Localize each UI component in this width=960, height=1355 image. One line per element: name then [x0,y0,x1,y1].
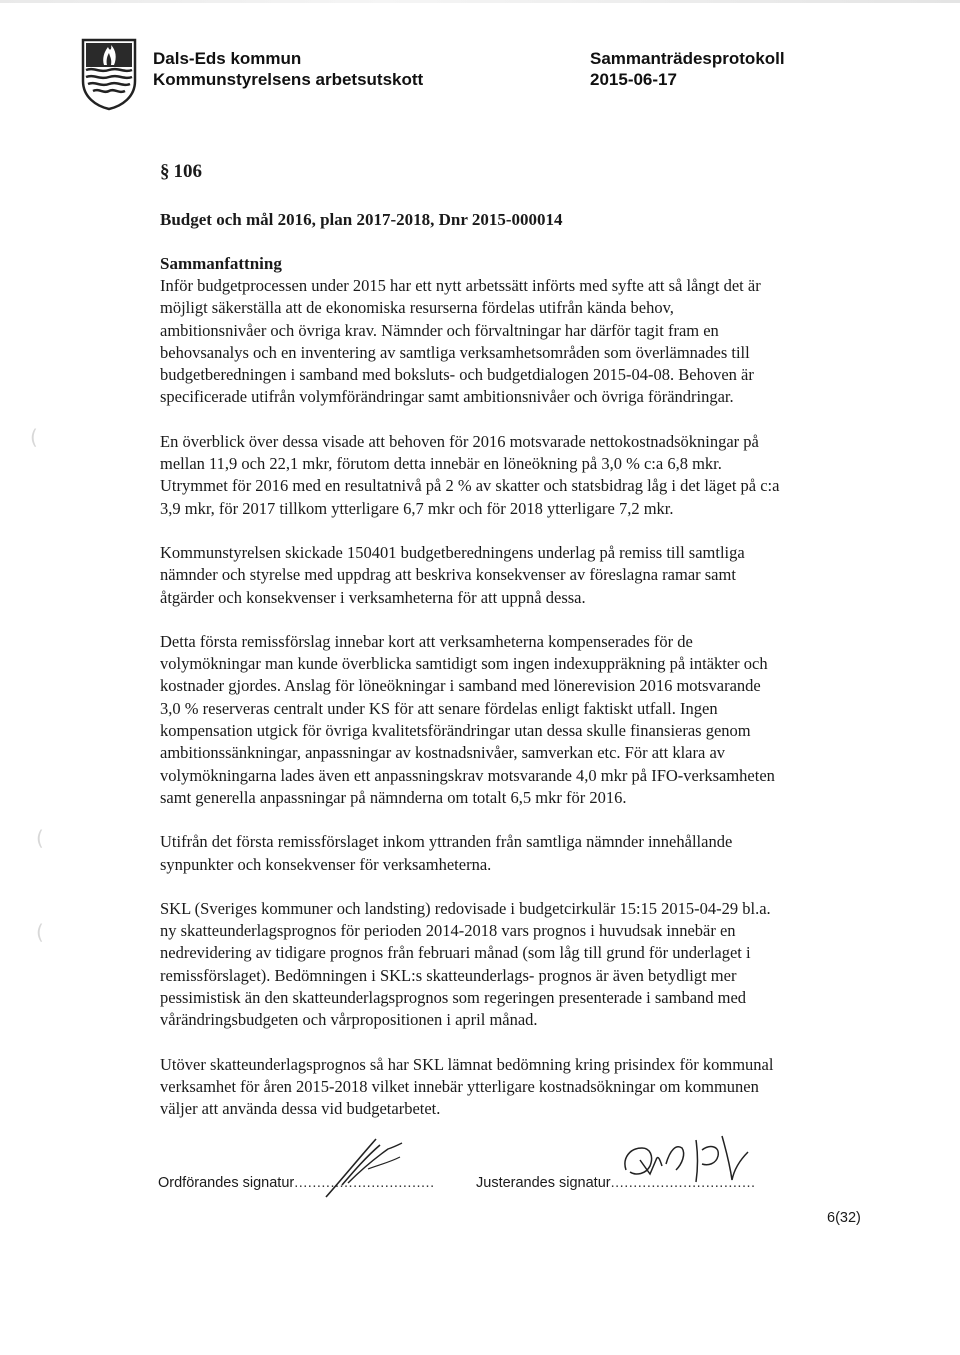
margin-mark: ( [36,920,44,944]
paragraph [160,275,900,409]
text-line: Detta första remissförslag innebar kort att verksamheterna kompenserades för de [160,631,693,651]
committee-name: Kommunstyrelsens arbetsutskott [153,70,424,89]
text-line: specificerade utifrån volymförändringar samt ambitionsnivåer och övriga förändringar. [160,387,734,407]
text-line: remissförslaget). Bedömningen i SKL:s skatteunderlags- prognos är även betydligt mer [160,965,737,985]
text-line: mellan 11,9 och 22,1 mkr, förutom detta innebär en löneökning på 3,0 % c:a 6,8 mkr. [160,454,722,474]
text-line: budgetberedningen i samband med boksluts- och budgetdialogen 2015-04-08. Behoven är [160,365,754,385]
protocol-body [160,160,900,1121]
paragraph [160,898,900,1032]
chair-handwritten-signature [308,1133,418,1203]
margin-mark: ( [36,826,44,850]
summary-heading: Sammanfattning [160,254,282,273]
section-number: § 106 [160,161,202,182]
municipal-coat-of-arms-logo [80,37,138,111]
paragraph [160,542,900,609]
adjuster-handwritten-signature [616,1130,766,1200]
signature-dots: ............................... [294,1175,435,1191]
paragraph [160,831,900,876]
text-line: 3,0 % reserveras centralt under KS för att senare fördelas enligt faktiskt utfall. Ingen [160,698,718,718]
header-left [153,48,423,90]
paragraph [160,1054,900,1121]
document-type: Sammanträdesprotokoll [590,49,785,68]
scan-edge [0,0,960,3]
text-line: Kommunstyrelsen skickade 150401 budgetberedningens underlag på remiss till samtliga [160,542,745,562]
text-line: nämnder och styrelse med uppdrag att beskriva konsekvenser av föreslagna ramar samt [160,565,736,585]
text-line: kompensation utgick för övriga kvalitetsförändringar utan dessa skulle finansieras genom [160,721,751,741]
text-line: kostnader gjordes. Anslag för löneökningar i samband med lönerevision 2016 motsvarande [160,676,761,696]
text-line: verksamhet för åren 2015-2018 vilket innebär ytterligare kostnadsökningar om kommunen [160,1076,759,1096]
text-line: nedrevidering av tidigare prognos från februari månad (som låg till grund för underlaget i [160,943,751,963]
text-line: möjligt säkerställa att de ekonomiska resurserna fördelas utifrån kända behov, [160,298,674,318]
text-line: ambitionsnivåer och övriga krav. Nämnder och förvaltningar har därför tagit fram en [160,320,719,340]
organization-name: Dals-Eds kommun [153,49,302,68]
text-line: 3,9 mkr, för 2017 tillkom ytterligare 6,7 mkr och för 2018 ytterligare 7,2 mkr. [160,498,674,518]
paragraph [160,631,900,809]
text-line: pessimistisk än den skatteunderlagsprognos som regeringen presenterade i samband med [160,988,747,1008]
text-line: åtgärder och konsekvenser i verksamheterna för att uppnå dessa. [160,587,586,607]
margin-mark: ( [30,425,38,449]
text-line: Utöver skatteunderlagsprognos så har SKL lämnat bedömning kring prisindex för kommunal [160,1054,774,1074]
signature-row [158,1175,778,1205]
text-line: Utrymmet för 2016 med en resultatnivå på 2 % av skatter och statsbidrag låg i det läget på c:a [160,476,780,496]
paragraph [160,431,900,520]
text-line: väljer att använda dessa vid budgetarbetet. [160,1099,441,1119]
meeting-date: 2015-06-17 [590,70,677,89]
page-number: 6(32) [827,1210,861,1226]
text-line: volymökningarna lades även ett anpassningskrav motsvarande 4,0 mkr på IFO-verksamheten [160,765,775,785]
text-line: Utifrån det första remissförslaget inkom yttranden från samtliga nämnder innehållande [160,832,733,852]
text-line: samt generella anpassningar på nämnderna om totalt 6,5 mkr för 2016. [160,787,627,807]
text-line: ny skatteunderlagsprognos för perioden 2014-2018 vars prognos i huvudsak innebär en [160,921,736,941]
text-line: behovsanalys och en inventering av samtliga verksamhetsområden som överlämnades till [160,342,750,362]
chair-signature-label: Ordförandes signatur [158,1175,295,1191]
text-line: Inför budgetprocessen under 2015 har ett nytt arbetssätt införts med syfte att så långt det är [160,276,761,295]
signature-dots: ................................ [610,1175,756,1191]
text-line: En överblick över dessa visade att behoven för 2016 motsvarade nettokostnadsökningar på [160,431,759,451]
header-right [590,48,785,90]
text-line: vårändringsbudgeten och vårpropositionen i april månad. [160,1010,538,1030]
text-line: synpunkter och konsekvenser för verksamheterna. [160,854,492,874]
section-title: Budget och mål 2016, plan 2017-2018, Dnr 2015-000014 [160,210,563,229]
text-line: ambitionssänkningar, anpassningar av kostnadsnivåer, samverkan etc. För att klara av [160,743,726,763]
adjuster-signature-label: Justerandes signatur [476,1175,611,1191]
text-line: volymökningar man kunde överblicka samtidigt som ingen indexuppräkning på intäkter och [160,654,768,674]
text-line: SKL (Sveriges kommuner och landsting) redovisade i budgetcirkulär 15:15 2015-04-29 bl.a. [160,898,771,918]
